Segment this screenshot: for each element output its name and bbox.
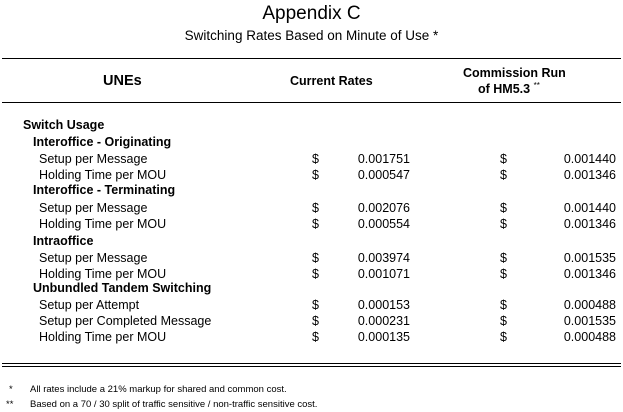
rate-row-label: Holding Time per MOU (39, 330, 167, 344)
commission-rate-value: 0.001440 (563, 152, 616, 166)
current-rate-value: 0.000547 (357, 168, 410, 182)
group-unbundled-tandem-switching: Unbundled Tandem Switching (33, 281, 212, 295)
footnote-1-mark: * (9, 384, 13, 395)
current-rate-value: 0.000554 (357, 217, 410, 231)
rate-row-label: Holding Time per MOU (39, 217, 167, 231)
current-rate-currency: $ (312, 267, 319, 281)
commission-rate-currency: $ (500, 251, 507, 265)
commission-rate-value: 0.001346 (563, 168, 616, 182)
rate-row-label: Setup per Completed Message (39, 314, 212, 328)
current-rate-value: 0.002076 (357, 201, 410, 215)
footnote-marker: ** (533, 81, 540, 90)
commission-model-label: of HM5.3 (478, 82, 531, 96)
commission-rate-value: 0.001440 (563, 201, 616, 215)
column-header-unes: UNEs (103, 73, 142, 89)
current-rate-currency: $ (312, 314, 319, 328)
current-rate-value: 0.000135 (357, 330, 410, 344)
current-rate-currency: $ (312, 201, 319, 215)
commission-rate-value: 0.001346 (563, 217, 616, 231)
current-rate-value: 0.001071 (357, 267, 410, 281)
group-interoffice-originating: Interoffice - Originating (33, 135, 172, 149)
commission-rate-currency: $ (500, 330, 507, 344)
commission-rate-value: 0.001535 (563, 314, 616, 328)
commission-rate-value: 0.000488 (563, 298, 616, 312)
rate-row-label: Setup per Message (39, 152, 148, 166)
footnote-1-text: All rates include a 21% markup for shared and common cost. (30, 384, 287, 395)
column-header-commission-line1: Commission Run (463, 66, 566, 80)
rate-row-label: Holding Time per MOU (39, 267, 167, 281)
current-rate-value: 0.000153 (357, 298, 410, 312)
rate-row-label: Setup per Message (39, 251, 148, 265)
commission-rate-currency: $ (500, 152, 507, 166)
group-intraoffice: Intraoffice (33, 234, 94, 248)
column-header-commission-line2 (478, 82, 540, 96)
group-interoffice-terminating: Interoffice - Terminating (33, 183, 176, 197)
top-rule (2, 58, 621, 59)
page-subtitle: Switching Rates Based on Minute of Use * (184, 28, 439, 43)
column-header-current-rates: Current Rates (290, 74, 373, 88)
commission-rate-value: 0.001535 (563, 251, 616, 265)
bottom-rule-2 (2, 366, 621, 367)
commission-rate-currency: $ (500, 298, 507, 312)
commission-rate-value: 0.000488 (563, 330, 616, 344)
commission-rate-currency: $ (500, 267, 507, 281)
header-rule (2, 102, 621, 103)
commission-rate-value: 0.001346 (563, 267, 616, 281)
current-rate-currency: $ (312, 330, 319, 344)
rate-row-label: Setup per Message (39, 201, 148, 215)
bottom-rule-1 (2, 363, 621, 364)
current-rate-value: 0.000231 (357, 314, 410, 328)
current-rate-currency: $ (312, 217, 319, 231)
footnote-2-text: Based on a 70 / 30 split of traffic sensitive / non-traffic sensitive cost. (30, 399, 318, 410)
commission-rate-currency: $ (500, 168, 507, 182)
current-rate-value: 0.003974 (357, 251, 410, 265)
current-rate-currency: $ (312, 152, 319, 166)
rate-row-label: Setup per Attempt (39, 298, 140, 312)
commission-rate-currency: $ (500, 314, 507, 328)
current-rate-value: 0.001751 (357, 152, 410, 166)
current-rate-currency: $ (312, 298, 319, 312)
current-rate-currency: $ (312, 251, 319, 265)
section-switch-usage: Switch Usage (23, 118, 105, 132)
commission-rate-currency: $ (500, 201, 507, 215)
footnote-2-mark: ** (6, 399, 14, 410)
commission-rate-currency: $ (500, 217, 507, 231)
rate-row-label: Holding Time per MOU (39, 168, 167, 182)
page-title: Appendix C (262, 3, 361, 24)
current-rate-currency: $ (312, 168, 319, 182)
